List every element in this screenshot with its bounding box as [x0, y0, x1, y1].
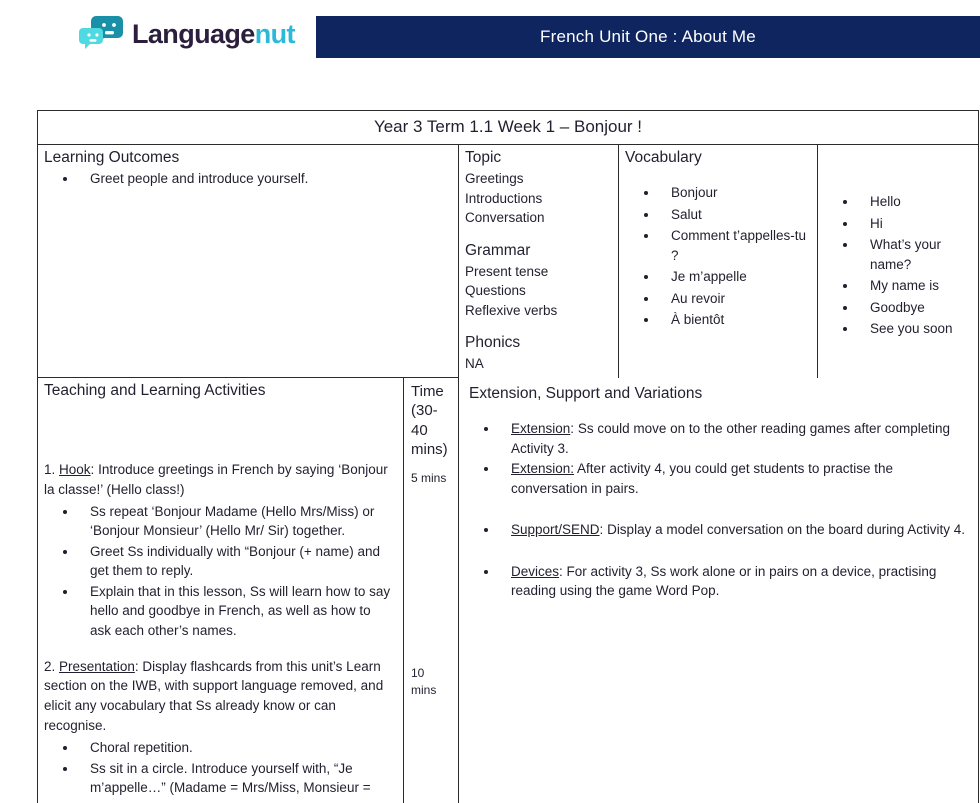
list-item: Conversation [465, 210, 545, 226]
list-item: • Hi [858, 214, 970, 234]
list-item [499, 520, 968, 540]
logo-wordmark [132, 18, 295, 49]
list-item: Introductions [465, 190, 543, 206]
list-item: NA [465, 356, 484, 372]
languagenut-logo [78, 14, 295, 54]
extension-item-text: After activity 4, you could get students to practise the conversation in pairs. [511, 461, 893, 496]
activity-1-label: Hook [59, 461, 91, 477]
list-item: • Greet people and introduce yourself. [78, 169, 450, 189]
extension-heading: Extension, Support and Variations [469, 384, 703, 402]
activity-1-bullets [44, 502, 395, 641]
activity-2-label: Presentation [59, 658, 135, 674]
learning-outcomes-list [44, 169, 450, 189]
list-item: • Salut [659, 205, 809, 225]
list-item: • Explain that in this lesson, Ss will learn how to say hello and goodbye in French, as well as how to ask each other’s names. [78, 582, 395, 641]
activity-2-time: 10 mins [411, 665, 437, 697]
list-item: • Choral repetition. [78, 738, 395, 758]
list-item: • Ss repeat ‘Bonjour Madame (Hello Mrs/Miss) or ‘Bonjour Monsieur’ (Hello Mr/ Sir) together. [78, 502, 395, 541]
extension-cell [459, 378, 978, 803]
activities-cell [38, 378, 404, 803]
phonics-heading: Phonics [465, 334, 521, 352]
activity-1-intro [44, 460, 395, 500]
vocabulary-english-list [824, 192, 970, 339]
extension-item-suffix: : [559, 563, 563, 579]
list-item [499, 562, 968, 601]
extension-list [469, 419, 968, 601]
extension-item-text: For activity 3, Ss work alone or in pairs on a device, practising reading using the game Word Pop. [511, 563, 937, 599]
list-item: • My name is [858, 276, 970, 296]
list-item: • Je m’appelle [659, 267, 809, 287]
lesson-title-cell [38, 111, 978, 145]
list-item: • À bientôt [659, 310, 809, 330]
list-item: • See you soon [858, 319, 970, 339]
phonics-list [465, 354, 610, 374]
lesson-plan-table [37, 110, 979, 803]
extension-item-label: Extension: [511, 461, 575, 477]
grammar-list [465, 262, 610, 321]
time-heading [411, 382, 452, 460]
extension-item-label: Extension [511, 420, 571, 436]
logo-word-language: Language [132, 18, 255, 49]
time-cell [404, 378, 459, 803]
activity-1-text: Introduce greetings in French by saying ‘Bonjour la classe!’ (Hello class!) [44, 461, 388, 497]
grammar-heading: Grammar [465, 241, 531, 259]
activity-1-number: 1. [44, 461, 56, 477]
list-item: • Greet Ss individually with “Bonjour (+ name) and get them to reply. [78, 542, 395, 581]
unit-title-text: French Unit One : About Me [540, 27, 756, 46]
list-item: Questions [465, 283, 526, 299]
lesson-title-text: Year 3 Term 1.1 Week 1 – Bonjour ! [373, 117, 643, 136]
activities-heading: Teaching and Learning Activities [44, 381, 266, 399]
list-item: • What’s your name? [858, 235, 970, 274]
vocabulary-heading: Vocabulary [625, 149, 702, 166]
topic-grammar-phonics-cell [459, 145, 619, 378]
list-item: • Comment t’appelles-tu ? [659, 226, 809, 265]
extension-item-label: Support/SEND [511, 522, 600, 538]
vocabulary-french-cell [619, 145, 818, 378]
time-heading-line: Time [411, 382, 444, 400]
vocabulary-french-list [625, 183, 809, 330]
activity-2-text: Display flashcards from this unit’s Learn section on the IWB, with support language removed, and elicit any vocabulary that Ss already know or can recognise. [44, 658, 384, 734]
activity-1-time: 5 mins [411, 470, 447, 485]
time-heading-line: mins) [411, 441, 448, 459]
learning-outcomes-cell [38, 145, 459, 378]
table-row-title [38, 111, 978, 145]
list-item [499, 459, 968, 498]
extension-item-suffix: : [599, 522, 604, 538]
time-heading-line: (30- [411, 402, 438, 420]
activity-2-number: 2. [44, 658, 56, 674]
extension-item-label: Devices [511, 563, 560, 579]
extension-item-text: Display a model conversation on the board during Activity 4. [603, 522, 966, 538]
activity-2-intro [44, 657, 395, 736]
extension-item-text: Ss could move on to the other reading games after completing Activity 3. [511, 420, 951, 456]
list-item: • Bonjour [659, 183, 809, 203]
topic-heading: Topic [465, 149, 502, 166]
time-heading-line: 40 [411, 421, 428, 439]
list-item: • Goodbye [858, 298, 970, 318]
logo-word-nut: nut [254, 18, 295, 49]
list-item: Present tense [465, 263, 549, 279]
table-row-activities [38, 378, 978, 803]
table-row-outcomes [38, 145, 978, 378]
list-item [499, 419, 968, 458]
list-item: • Ss sit in a circle. Introduce yourself with, “Je m’appelle…” (Madame = Mrs/Miss, Monsieur = [78, 759, 395, 798]
activity-2-bullets [44, 738, 395, 798]
list-item: • Hello [858, 192, 970, 212]
extension-item-suffix: : [570, 420, 575, 436]
activity-1-label-suffix: : [90, 461, 95, 477]
learning-outcomes-heading: Learning Outcomes [44, 149, 180, 166]
activity-2-label-suffix: : [134, 658, 139, 674]
list-item: Greetings [465, 171, 524, 186]
page-header [0, 0, 980, 72]
list-item: • Au revoir [659, 289, 809, 309]
speech-bubbles-icon [78, 14, 126, 54]
list-item: Reflexive verbs [465, 302, 558, 318]
vocabulary-english-cell [818, 145, 978, 378]
topic-list [465, 169, 610, 228]
unit-title-banner [316, 16, 980, 58]
